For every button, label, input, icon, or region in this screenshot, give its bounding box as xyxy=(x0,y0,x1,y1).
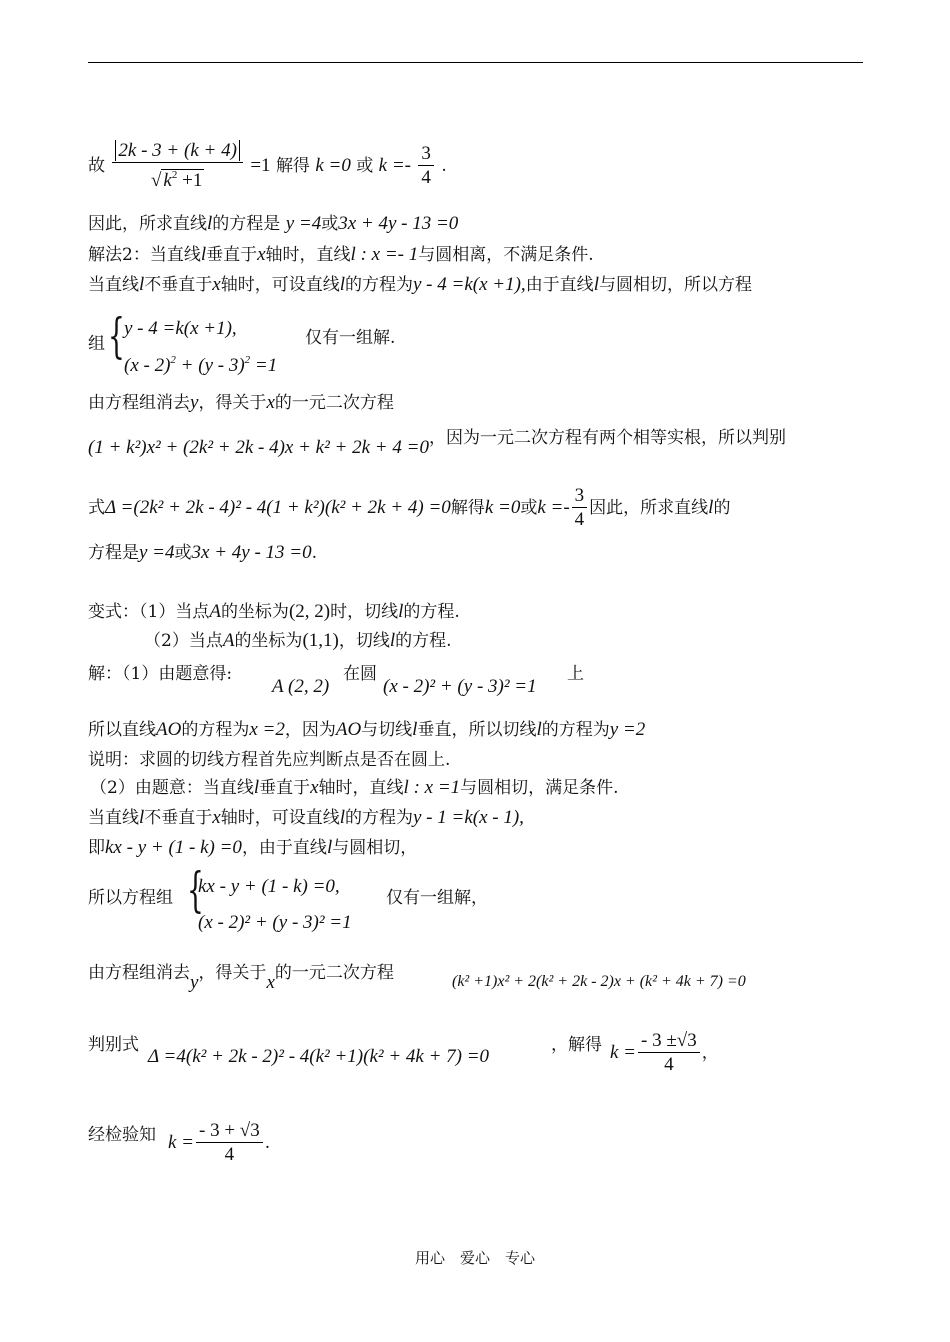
fraction xyxy=(418,143,434,190)
system-row-2: (x - 2)² + (y - 3)² =1 xyxy=(198,912,352,933)
math: y - 1 =k(x - 1), xyxy=(413,807,524,828)
line-20-equation: Δ =4(k² + 2k - 2)² - 4(k² +1)(k² + 4k + 7) =0 xyxy=(148,1046,490,1067)
line-19-label xyxy=(88,961,394,993)
text: ，得关于 xyxy=(198,963,267,983)
math: l xyxy=(389,630,396,651)
line-4 xyxy=(88,273,752,297)
text: 的方程为 xyxy=(345,275,413,295)
denominator: 4 xyxy=(224,1144,235,1165)
line-6 xyxy=(88,391,394,415)
text: 当直线 xyxy=(88,808,139,828)
text: 因此，所求直线 xyxy=(589,498,709,518)
denominator-tail: +1 xyxy=(177,170,203,191)
line-12-point: A (2, 2) xyxy=(272,676,330,697)
math: (1 + k²)x² + (2k² + 2k - 4)x + k² + 2k + 4 =0 xyxy=(88,437,429,458)
text: 或 xyxy=(356,156,374,176)
math: y xyxy=(190,972,199,993)
text: 轴时，可设直线 xyxy=(220,808,340,828)
math: x xyxy=(257,244,266,265)
text: 垂直，所以切线 xyxy=(417,720,537,740)
text: 解法2：当直线 xyxy=(88,245,201,265)
math: l xyxy=(339,274,345,295)
line-11 xyxy=(144,629,452,653)
math: k =0 xyxy=(315,155,351,176)
line-9 xyxy=(88,541,317,565)
line-16 xyxy=(88,806,524,830)
math: (x - 2) xyxy=(124,355,171,376)
text: 轴时，可设直线 xyxy=(220,275,340,295)
math: 3x + 4y - 13 =0 xyxy=(191,542,312,563)
text: 变式：（1）当点 xyxy=(88,602,210,622)
math: y - 4 =k(x +1), xyxy=(413,274,526,295)
text: 的方程为 xyxy=(541,720,610,740)
math: x xyxy=(212,807,221,828)
line-20-result xyxy=(610,1030,719,1077)
denominator: 4 xyxy=(574,509,585,530)
text: 或 xyxy=(321,214,339,234)
numerator: 2k - 3 + (k + 4) xyxy=(115,140,240,161)
text: 的方程. xyxy=(403,602,460,622)
text: 由方程组消去 xyxy=(88,393,190,413)
math: l xyxy=(412,719,418,740)
denominator: k xyxy=(163,170,172,191)
page-footer: 用心 爱心 专心 xyxy=(414,1249,535,1267)
text: 的方程是 xyxy=(212,214,281,234)
text: 不垂直于 xyxy=(144,808,213,828)
text: 垂直于 xyxy=(259,778,311,798)
text: 方程是 xyxy=(88,543,139,563)
math: A xyxy=(222,630,235,651)
math: k = xyxy=(610,1042,637,1063)
text: 即 xyxy=(88,838,105,858)
line-1 xyxy=(88,140,447,193)
text: 组 xyxy=(88,334,105,354)
text: 与圆相离，不满足条件. xyxy=(418,245,594,265)
math: y xyxy=(190,392,199,413)
line-8 xyxy=(88,485,730,532)
numerator: - 3 + √3 xyxy=(196,1120,263,1143)
math: y =4 xyxy=(139,542,175,563)
math: k =- xyxy=(378,155,412,176)
fraction: $\frac{2k - 3 + (k + 4)}{√ k^2 +1}$ xyxy=(112,140,243,193)
line-18-label: 所以方程组 xyxy=(88,888,173,908)
text: 或 xyxy=(520,498,538,518)
text: 不垂直于 xyxy=(144,275,213,295)
line-12-tail: 上 xyxy=(567,664,584,684)
text: 时，切线 xyxy=(330,602,399,622)
line-3 xyxy=(88,243,594,267)
line-19-equation: (k² +1)x² + 2(k² + 2k - 2)x + (k² + 4k + 7) =0 xyxy=(452,973,746,990)
math: k =- xyxy=(537,497,570,518)
math: l xyxy=(326,837,333,858)
math: l : x =1 xyxy=(403,777,461,798)
math: x xyxy=(212,274,221,295)
text: ， xyxy=(701,1043,719,1063)
denominator: 4 xyxy=(664,1054,674,1075)
text: ，切线 xyxy=(338,631,390,651)
math: x xyxy=(310,777,319,798)
math: kx - y + (1 - k) =0 xyxy=(105,837,242,858)
math: l : x =- 1 xyxy=(350,244,419,265)
numerator: - 3 ±√3 xyxy=(638,1030,700,1053)
line-15 xyxy=(90,776,619,800)
math: x =2 xyxy=(249,719,285,740)
line-10 xyxy=(88,600,460,624)
line-5-label xyxy=(88,332,105,356)
left-brace: { xyxy=(108,308,125,364)
text: 由于直线 xyxy=(525,275,594,295)
math: AO xyxy=(335,719,362,740)
text: 与圆相切， xyxy=(332,838,418,858)
text: 解得 xyxy=(450,498,485,518)
math: l xyxy=(139,274,145,295)
math: l xyxy=(200,244,207,265)
math: l xyxy=(536,719,542,740)
math: k = xyxy=(168,1132,195,1153)
fraction xyxy=(196,1120,263,1167)
line-5-note: 仅有一组解. xyxy=(305,328,396,348)
text: （2）当点 xyxy=(144,631,223,651)
text: 式 xyxy=(88,498,105,518)
text: 由方程组消去 xyxy=(88,963,190,983)
math: l xyxy=(708,497,714,518)
line-21-result xyxy=(168,1120,270,1167)
math: Δ =(2k² + 2k - 4)² - 4(1 + k²)(k² + 2k + 4) =0 xyxy=(105,497,451,518)
text: 因此，所求直线 xyxy=(88,214,207,234)
math: l xyxy=(253,777,260,798)
line-13 xyxy=(88,718,645,742)
numerator: 3 xyxy=(418,143,434,166)
text: ，因为 xyxy=(284,720,336,740)
math: (1,1) xyxy=(302,630,339,651)
line-12-label: 解：（1）由题意得: xyxy=(88,664,233,684)
math: =1 xyxy=(250,355,278,376)
text: 解得 xyxy=(275,156,310,176)
text: 与切线 xyxy=(361,720,413,740)
text: 当直线 xyxy=(88,275,139,295)
text: 的坐标为 xyxy=(234,631,303,651)
text: 的方程. xyxy=(395,631,452,651)
line-2 xyxy=(88,212,458,236)
text: 的坐标为 xyxy=(220,602,289,622)
line-7 xyxy=(88,428,786,460)
text: （2）由题意：当直线 xyxy=(90,778,254,798)
system-row-2: (x - 2)$^2$ + (y - 3)$^2$ =1 xyxy=(124,354,278,376)
text: 的一元二次方程 xyxy=(274,963,394,983)
line-14: 说明：求圆的切线方程首先应判断点是否在圆上. xyxy=(88,750,451,770)
math: y =4 xyxy=(285,213,322,234)
line-17 xyxy=(88,836,417,860)
math: x xyxy=(266,972,275,993)
math: k =0 xyxy=(484,497,521,518)
numerator: 3 xyxy=(572,485,588,508)
text: . xyxy=(264,1133,271,1153)
line-20-text: ，解得 xyxy=(551,1035,602,1055)
line-12-text: 在圆 xyxy=(343,664,377,684)
text: ，由于直线 xyxy=(241,838,327,858)
math: + (y - 3) xyxy=(175,355,245,376)
system-row-1: kx - y + (1 - k) =0, xyxy=(198,876,340,897)
math: (2, 2) xyxy=(288,601,331,622)
text: 或 xyxy=(174,543,192,563)
text: 的 xyxy=(713,498,731,518)
text: . xyxy=(441,156,447,176)
denominator: 4 xyxy=(421,167,431,188)
text: 轴时，直线 xyxy=(318,778,404,798)
fraction xyxy=(638,1030,700,1077)
text: 的方程为 xyxy=(181,720,250,740)
math: y =2 xyxy=(609,719,646,740)
math: =1 xyxy=(250,155,271,176)
text: 与圆相切，满足条件. xyxy=(460,778,619,798)
system-row-1: y - 4 =k(x +1), xyxy=(124,318,237,339)
line-20-label: 判别式 xyxy=(88,1035,139,1055)
math: A xyxy=(209,601,221,622)
text: . xyxy=(311,543,318,563)
math: l xyxy=(593,274,599,295)
text: ，因为一元二次方程有两个相等实根，所以判别 xyxy=(428,428,786,448)
text: ，得关于 xyxy=(198,393,267,413)
line-18-note: 仅有一组解， xyxy=(386,888,488,908)
math: x xyxy=(266,392,275,413)
math: l xyxy=(398,601,404,622)
math: 3x + 4y - 13 =0 xyxy=(338,213,459,234)
text: 的方程为 xyxy=(345,808,413,828)
text: 故 xyxy=(88,156,105,176)
line-12-circle: (x - 2)² + (y - 3)² =1 xyxy=(383,676,537,697)
text: 垂直于 xyxy=(206,245,258,265)
fraction xyxy=(572,485,588,532)
math: l xyxy=(339,807,345,828)
left-brace: { xyxy=(187,862,204,918)
text: 与圆相切，所以方程 xyxy=(598,275,752,295)
math: l xyxy=(207,213,213,234)
text: 的一元二次方程 xyxy=(274,393,394,413)
line-21-label: 经检验知 xyxy=(88,1125,156,1145)
header-rule xyxy=(88,62,863,63)
text: 轴时，直线 xyxy=(265,245,351,265)
text: 所以直线 xyxy=(88,720,156,740)
math: AO xyxy=(156,719,182,740)
math: l xyxy=(139,807,145,828)
